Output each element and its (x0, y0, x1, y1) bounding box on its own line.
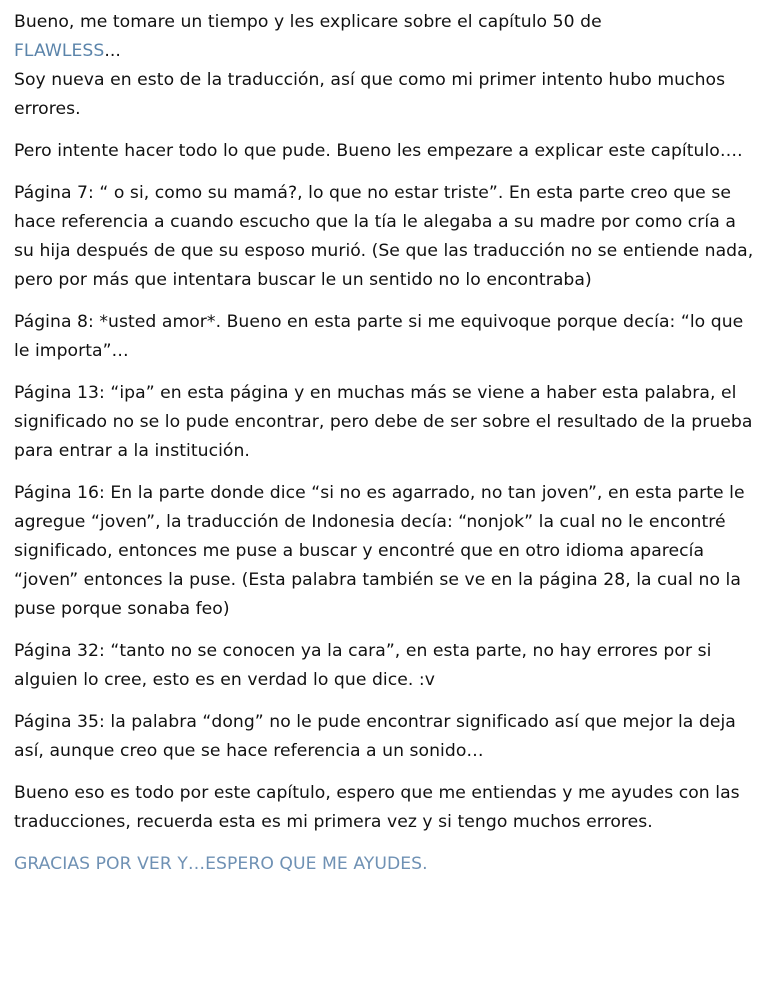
paragraph-page-32: Página 32: “tanto no se conocen ya la cara”, en esta parte, no hay errores por si alguien lo cree, esto es en verdad lo que dice. :v (14, 641, 712, 690)
intro-paragraph (14, 8, 758, 124)
paragraph-1: Pero intente hacer todo lo que pude. Bueno les empezare a explicar este capítulo…. (14, 141, 743, 161)
document-body (14, 8, 758, 892)
title-suffix: ... (104, 41, 121, 61)
title-word: FLAWLESS (14, 41, 105, 61)
closing-text: GRACIAS POR VER Y…ESPERO QUE ME AYUDES. (14, 854, 428, 874)
intro-line-1: Bueno, me tomare un tiempo y les explicare sobre el capítulo 50 de (14, 12, 602, 32)
intro-line-2: Soy nueva en esto de la traducción, así que como mi primer intento hubo muchos errores. (14, 70, 726, 119)
paragraph-page-7: Página 7: “ o si, como su mamá?, lo que no estar triste”. En esta parte creo que se hace referencia a cuando escucho que la tía le alegaba a su madre por como cría a su hija después de que su esposo murió. (Se que las traducción no se entiende nada, pero por más que intentara buscar le un sentido no lo encontraba) (14, 183, 754, 290)
paragraph-page-8: Página 8: *usted amor*. Bueno en esta parte si me equivoque porque decía: “lo que le importa”… (14, 312, 744, 361)
paragraph-page-13: Página 13: “ipa” en esta página y en muchas más se viene a haber esta palabra, el significado no se lo pude encontrar, pero debe de ser sobre el resultado de la prueba para entrar a la institución. (14, 383, 753, 461)
paragraph-conclusion: Bueno eso es todo por este capítulo, espero que me entiendas y me ayudes con las traducciones, recuerda esta es mi primera vez y si tengo muchos errores. (14, 783, 740, 832)
paragraph-page-35: Página 35: la palabra “dong” no le pude encontrar significado así que mejor la deja así, aunque creo que se hace referencia a un sonido… (14, 712, 736, 761)
paragraph-page-16: Página 16: En la parte donde dice “si no es agarrado, no tan joven”, en esta parte le agregue “joven”, la traducción de Indonesia decía: “nonjok” la cual no le encontré significado, entonces me puse a buscar y encontré que en otro idioma aparecía “joven” entonces la puse. (Esta palabra también se ve en la página 28, la cual no la puse porque sonaba feo) (14, 483, 745, 619)
